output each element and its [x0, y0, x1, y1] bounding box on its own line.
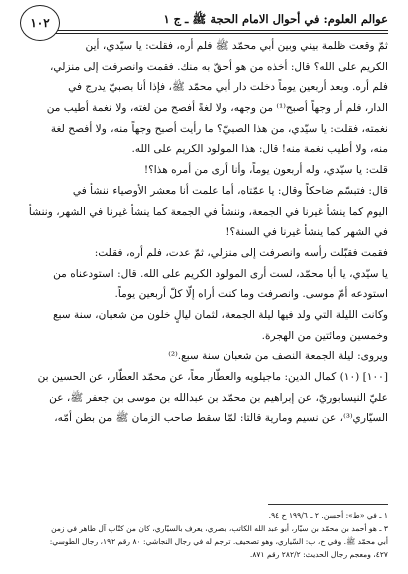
text-line: الكريم على الله؟ قال: أخذه من هو أحقّ به منك. فقمت وانصرفت إلى منزلي،	[49, 60, 388, 73]
text-line: الدار، فلم أر وجهاً أصبح⁽¹⁾ من وجهه، ولا لغةً أفصح من لغته، ولا نغمة أطيب من	[46, 102, 388, 115]
footnote-line: ١ ـ في «ط»: أحسن. ٢ ـ ١٩٩/٦ ح ٩٤.	[268, 511, 388, 520]
text-line: عليّ النيسابوريّ، عن إبراهيم بن محمّد بن عبدالله بن موسى بن جعفر ﷺ، عن	[49, 391, 388, 404]
running-title: عوالم العلوم: في أحوال الامام الحجة ﷺ ـ ج ١	[163, 12, 388, 26]
footnote-line: أبي محمّد ﷺ. وفي ح، ب: السّياري، وهو تصحيف. ترجم له في رجال النجاشي: ٨٠ رقم ١٩٢، رجال الطوسي:	[49, 537, 388, 546]
main-text	[20, 36, 388, 429]
page-header	[20, 8, 388, 38]
text-line: اليوم كما ينشأ غيرنا في الجمعة، وننشأ في الجمعة كما ينشأ غيرنا في الشهر، وننشأ	[28, 205, 388, 218]
footnote-line: ٤٢٧، ومعجم رجال الحديث: ٢٨٢/٢ رقم ٨٧١.	[249, 550, 388, 559]
footnotes	[20, 509, 388, 561]
text-line: منه، ولا أطيب نغمة منه! قال: هذا المولود الكريم على الله.	[131, 143, 388, 156]
text-line: ويروى: ليلة الجمعة النصف من شعبان سنة سبع.⁽²⁾	[168, 350, 388, 363]
page-number-badge	[20, 5, 60, 41]
text-line: السيّاري⁽³⁾، عن نسيم ومارية قالتا: لمّا سقط صاحب الزمان ﷺ من بطن أمّه،	[54, 412, 388, 425]
text-line: نغمته، فقلت: يا سيّدي، من هذا الصبيّ؟ ما رأيت أصبح وجهاً منه، ولا أفصح لغة	[50, 122, 388, 135]
text-line: [١٠٠] (١٠) كمال الدين: ماجيلويه والعطّار معاً، عن محمّد العطّار، عن الحسين بن	[37, 371, 388, 383]
text-line: ثمّ وقعت ظلمة بيني وبين أبي محمّد ﷺ فلم أره، فقلت: يا سيّدي، أين	[85, 40, 388, 52]
text-line: فلم أره. وبعد أربعين يوماً دخلت دار أبي محمّد ﷺ، فإذا أنا بصبيّ يدرج في	[68, 81, 388, 94]
text-line: في الشهر كما ينشأ غيرنا في السنة؟!	[225, 226, 388, 239]
text-line: قال: فتبسّم ضاحكاً وقال: يا عمّتاه، أما علمت أنا معشر الأوصياء ننشأ في	[72, 184, 388, 197]
text-line: وخمسين ومائتين من الهجرة.	[261, 329, 388, 342]
header-rule-bottom	[54, 33, 388, 34]
text-line: فقمت فقبّلت رأسه وانصرفت إلى منزلي، ثمّ عدت، فلم أره، فقلت:	[94, 246, 388, 259]
header-rule-top	[54, 30, 388, 31]
footnote-separator	[268, 504, 388, 505]
text-line: وكانت الليلة التي ولد فيها ليلة الجمعة، لثمان ليالٍ خلون من شعبان، سنة سبع	[52, 308, 388, 321]
text-line: قلت: يا سيّدي، وله أربعون يوماً، وأنا أرى من أمره هذا؟!	[143, 164, 388, 177]
footnote-line: ٣ ـ هو أحمد بن محمّد بن سيّار، أبو عبد الله الكاتب، بصري، يعرف بالسيّاري، كان من كتّاب آل طاهر في زمن	[51, 524, 388, 533]
text-line: يا سيّدي، يا أبا محمّد، لست أرى المولود الكريم على الله. قال: استودعناه من	[53, 267, 388, 280]
text-line: استودعه أمّ موسى. وانصرفت وما كنت أراه إلّا كلّ أربعين يوماً.	[114, 288, 388, 301]
page-number: ١٠٢	[30, 16, 50, 30]
